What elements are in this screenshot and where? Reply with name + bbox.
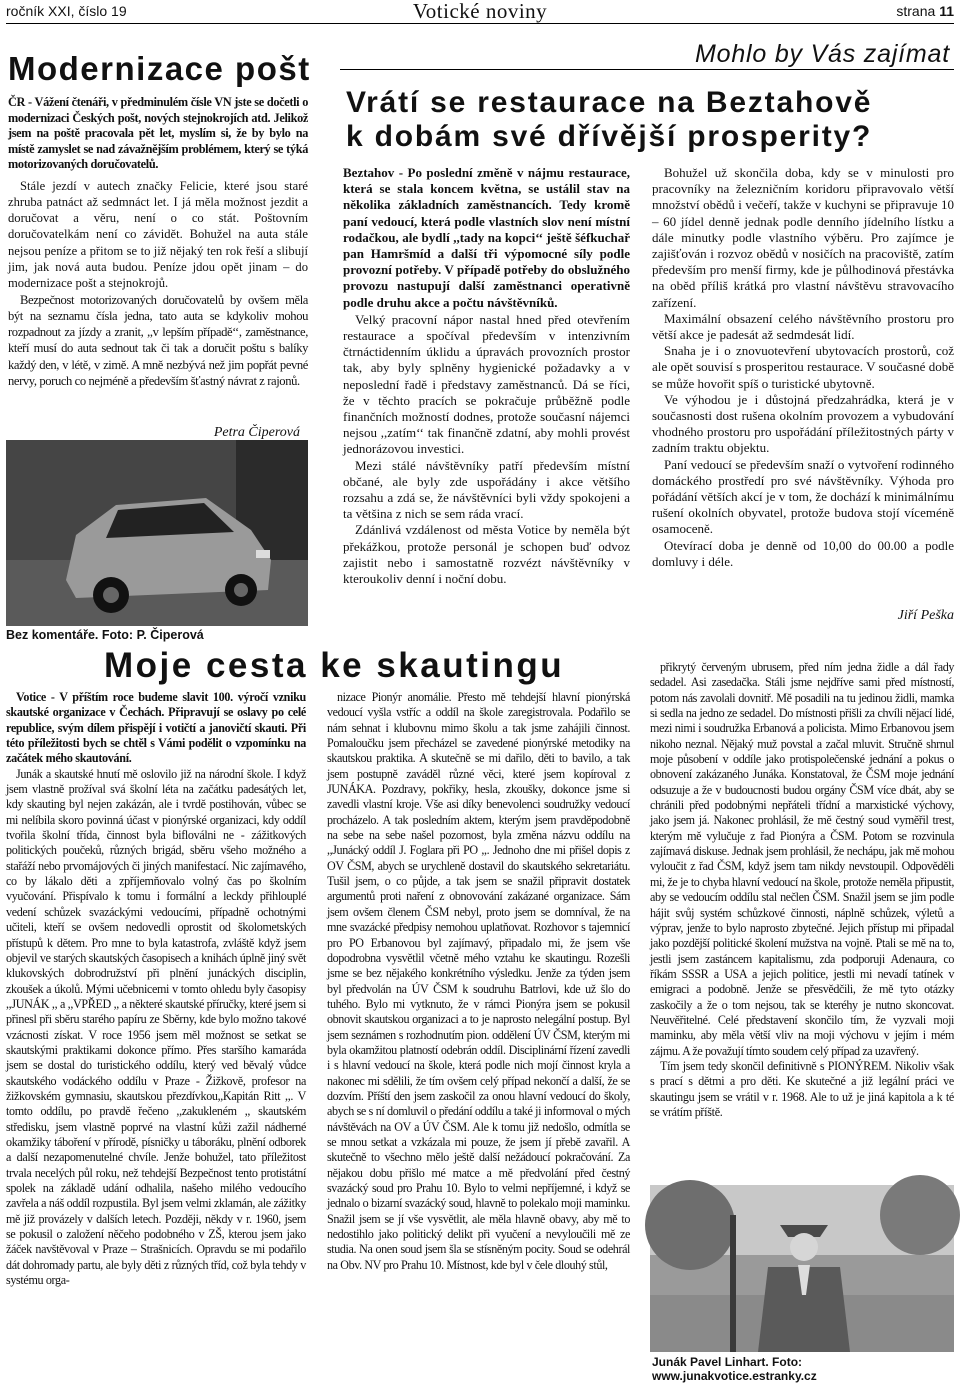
- skauting-paragraph: Tím jsem tedy skončil definitivně s PIONÝREM. Nikoliv však s prací s dětmi a pro děti. Ke skutečné a již legální práci ve skautingu jsem se vrátil v r. 1968. Ale to už je jiná kapitola a k té se vrátím příště.: [650, 1058, 954, 1119]
- article-title-skauting: Moje cesta ke skautingu: [104, 646, 565, 685]
- restaurace-paragraph: Zdánlivá vzdálenost od města Votice by neměla být překážkou, protože personál je schopen buď odvoz zajistit nebo i samostatně rozvézt návštěvníky v kteroukoliv denní i noční dobu.: [343, 522, 630, 587]
- skauting-col3: [650, 660, 954, 1120]
- restaurace-paragraph: Bohužel už skončila doba, kdy se v minulosti pro pracovníky na železničním koridoru připravovalo větší množství obědů i večeří, takže v kuchyni se připravuje 10 – 60 jídel denně jednak podle denního jídelního lístku a dále minutky podle vlastního výběru. Pro zajímce je zajišťován i rozvoz obědů v nosičích na pracoviště, zatím především pro menší firmy, kde je půlhodinová přestávka na oběd příliš krátká pro vlastní návštěvu stravovacího zařízení.: [652, 165, 954, 310]
- restaurace-paragraph: Otevírací doba je denně od 10,00 do 00.00 a podle domluvy i déle.: [652, 537, 954, 569]
- modernizace-lead: ČR - Vážení čtenáři, v předminulém čísle VN jste se dočetli o modernizaci Českých pošt, nových stejnokrojích atd. Jelikož jsem na poště pracovala pět let, myslím si, že by bylo na místě zamyslet se nad závažnějším problémem, který se týká motorizovaných doručovatelů.: [8, 95, 308, 171]
- page-header: [6, 0, 954, 24]
- section-kicker-text: Mohlo by Vás zajímat: [695, 40, 950, 68]
- skauting-paragraph: nizace Pionýr anomálie. Přesto mě tehdejší hlavní pionýrská vedoucí vyšla vstříc a oddíl na škole zaregistrovala. Podařilo se nám sehnat i klubovnu mimo školu a tak jsme zahájili činnost. Pomaloučku jsem přecházel se zavedené pionýrské metodiky na skautskou praktika. A skutečně se mi dařilo, děti to bavilo, a tak jsem postupně zaváděl různé věci, které jsem kopíroval z JUNÁKA. Pozdravy, pokřiky, hesla, zkoušky, dokonce jsme si zavedli vlastní kroje. Vše asi díky benevolenci soudružky vedoucí procházelo. A tak posledním aktem, kterým jsem pravděpodobně na sebe na sebe našel pozornost, byla změna názvu oddílu na ,,Junácký oddíl J. Foglara při PO ,,. Jednoho dne mi přišel dopis z OV ČSM, abych se urychleně dostavil do skautského sekretariátu. Tušil jsem, o co půjde, a tak jsem se snažil připravit dostatek argumentů proti naření z obnovování zakázané organizace. Sám jsem ovšem členem ČSM nebyl, proto jsem se domníval, že na mne svazácké předpisy nemohou uplatňovat. Rozhovor s tajemnicí pro PO Erbanovou byl zajímavý, připadalo mi, že jsem vše dopodrobna vysvětlil včetně mého vztahu ke skautingu. Rozešli jsme se bez nějakého konkrétního výsledku. Jenže za týden jsem byl předvolán na ÚV ČSM k soudruhu Batrlovi, kde už šlo do tuhého. Bylo mi vytknuto, že v rámci Pionýra jsem se pokusil obnovit skautskou organizaci a to je naprosto nelegální postup. Byl jsem seznámen s rozhodnutím pion. oddělení ÚV ČSM, kterým mi byla okamžitou platností odebrán oddíl. Disciplinární řízení zavedli i s hlavní vedoucí na škole, která podle nich mojí činnost kryla a nakonec mi sdělili, že tím ovšem celý případ nekončí a další, že se dozvím. Příští den jsem zaskočil za onou hlavní vedoucí do školy, abych se s ní domluvil o předání oddílu a také ji informoval o mých návštěvách na OV a ÚV ČSM. Ale k tomu již nedošlo, odmítla se se mnou setkat a vzkázala mi pouze, že jsem jí přebě zavařil. A skutečně to všechno mělo ještě další nežádoucí pokračování. Za nějakou dobu přišlo mé matce a mě předvolání před čestný svazácký soud pro Prahu 10. Bylo to velmi nepříjemné, i když se jednalo o bizarní svazácký soud, hlavně to polekalo moji maminku. Snažil jsem se jí vše vysvětlit, ale měla hlavně obavy, aby mě to nedostihlo jako politický delikt při vyučení a nevyloučili mě ze studia. Na onen soud jsem šla se stísněným pocity. Soud se odehrál na Obv. NV pro Prahu 10. Místnost, kde byl v čele dlouhý stůl,: [327, 690, 630, 1272]
- skauting-paragraph: přikrytý červeným ubrusem, před ním jedna židle a dál řady sedadel. Asi zasedačka. Stáli jsme nejdříve sami před místností, potom nás zavolali dovnitř. Mě posadili na tu jedinou židli, mamka si sedla na jedno ze sedadel. Do místnosti přišli za chvíli nějací lidé, mezi nimi i soudružka Erbanová a policista. Mimo Erbanovou jsem nikoho neznal. Nějaký muž povstal a začal mluvit. Stručně shrnul moje působení v oddíle jako protispolečenské jednání a pokus o obnovení zakázaného Junáka. Konstatoval, že ČSM moje jednání odsuzuje a že v budoucnosti budou orgány ČSM více dbát, aby se chránili před podobnými nepřáteli třídní a marxistické výchovy, jako jsem já. Nakonec prohlásil, že mě čestný soud vyměřil trest, kterým mě vylučuje z řad Pionýra a ČSM. Potom se rozvinula zajímavá diskuse. Jednak jsem prohlásil, že nechápu, jak mě mohou vyloučit z řad ČSM, když jsem tam nikdy nevstoupil. Odpověděli mi, že je to chyba hlavní vedoucí na škole, protože neměla připustit, aby se vedoucím oddílu stal nečlen ČSM. Snažil jsem se jim podle hájit svůj systém schůzkové činnosti, náplně schůzek, výletů a výprav, jenže to bylo naprosto zbytečné. Jejich přístup mi připadal jako pozdější politické školení mužstva na vojně. Ptali se mě na to, jestli jsem zastáncem kapitalismu, zda podporuji Adenaura, co říkám SSSR a USA a jejich politice, jestli mi nevadí tatínek v emigraci a podobně. Jenže se přesvědčili, že mě tyto otázky zaskočily a že o tom nejsou, tak se kteréhy je nutno skoncovat. Neuvěřitelné. Celé představení skončilo tím, že vyzvali moji maminku, aby měla větší vliv na moji výchovu v jejím i mém zájmu. A že považují tímto soudem celý případ za uzavřený.: [650, 660, 954, 1058]
- restaurace-paragraph: Mezi stálé návštěvníky patří především místní občané, ale byly zde uspořádány i akce většího rozsahu a zdá se, že návštěvníci byli vždy spokojeni a ta většina z nich se sem ráda vrací.: [343, 457, 630, 522]
- restaurace-lead: Beztahov - Po poslední změně v nájmu restaurace, která se stala koncem května, se ustálil stav na několika základních zaměstnancích. Tedy kromě paní vedoucí, která podle vlastních slov není místní rodačkou, ale bydlí ,,tady na kopci‘‘ ještě šéfkuchař pan Hamršmíd a další tři výpomocné síly podle provozní potřeby. V případě potřeby do obslužného provozu nastupují další zaměstnanci operativně podle druhu akce a počtu návštěvníků.: [343, 165, 630, 310]
- newspaper-name: Votické noviny: [412, 0, 548, 23]
- restaurace-signature: Jiří Peška: [897, 608, 954, 623]
- scout-photo-caption: Junák Pavel Linhart. Foto: www.junakvotice.estranky.cz: [652, 1355, 817, 1383]
- restaurace-title-line: Vrátí se restaurace na Beztahově: [346, 86, 873, 119]
- restaurace-paragraph: Paní vedoucí se především snaží o vytvoření rodinného domáckého prostředí pro své návštěvníky. Výhoda pro pořádání větších akcí je v tom, že dochází k minimálnímu rušení okolních obyvatel, protože budova stojí víceméně osamoceně.: [652, 456, 954, 537]
- restaurace-paragraph: Velký pracovní nápor nastal hned před otevřením restaurace a spočíval především v intenzivním čtrnáctidenním úklidu a úpravách provozních prostor tak, aby byly splněny hygienické požadavky a v neposlední řadě i představy zaměstnanců. Dá se říci, že v těchto pracích se pokračuje průběžně podle finančních možností dodnes, protože současní nájemci nejsou ,,zatím‘‘ tak finančně zdatní, aby mohli provést jednorázovou investici.: [343, 311, 630, 457]
- article-restaurace-col2: [652, 165, 954, 570]
- article-title-restaurace: [346, 86, 872, 154]
- section-kicker: [340, 40, 954, 70]
- car-image: [6, 440, 308, 626]
- scout-image: [650, 1185, 954, 1352]
- car-photo-caption: Bez komentáře. Foto: P. Čiperová: [6, 628, 204, 642]
- modernizace-paragraph: Bezpečnost motorizovaných doručovatelů by ovšem měla být na seznamu čísla jedna, tato auta se kdykoliv mohou rozpadnout za jízdy a zranit, ,,v lepším případě‘‘, zaměstnance, kteří musí do auta sednout tak či tak a doručit poštu s balíky každý den, v létě, v zimě. A mně nezbývá než jim popřát pevné nervy, poruch co nejméně a především šťastný návrat z rajonů.: [8, 292, 308, 389]
- page-number: strana 11: [896, 3, 954, 19]
- scout-photo: [650, 1185, 954, 1352]
- skauting-paragraph: Junák a skautské hnutí mě oslovilo již na národní škole. I když jsem vlastně prožíval svá školní léta na začátku padesátých let, kdy skauting byl nejen zakázán, ale i tvrdě postihován, vůbec se mi nelíbila skoro povinná účast v pionýrské organizaci, kdy oddíl tvořila školní třída, činnost byla bifloválni ne - zážitkových politických poučeků, různých brigád, sběru všeho možného a stařáží nebo prvomájových či jiných manifestací. Nic zajímavého, co by lákalo děti a zpříjemňovalo volný čas po školním vyučování. Přispívalo k tomu i formální a leckdy přihlouplé vedení schůzek svazáckými vedoucími, případně ochotnými učiteli, kteří se ovšem nedovedli oprostit od školometských přístupů k dětem. Pro mne to byla katastrofa, zvláště když jsem objevil ve starých skautských časopisech a knihách úplně jiný svět klukovských dobrodružství při plnění junáckých disciplin, zkoušek a úkolů. Mými učebnicemi v tomto ohledu byly časopisy ,,JUNÁK ,, a ,,VPŘED ,, a některé skautské příručky, které jsem si přinesl při sběru starého papíru ze Sběrny, kde bylo možno takové vzácnosti získat. V roce 1956 jsem měl možnost se setkat se skautskými praktikami dokonce přímo. Přes staršího kamaráda jsem se dostal do turistického oddílu, který ved běvalý vůdce skautského vodáckého oddílu v Praze - Žižkově, profesor na žižkovském gymnasiu, skautskou přezdívkou,,Kapitán Ritt ,,. V tomto oddílu, po pravdě řečeno ,,zakukleném ,, skautském středisku, jsem vlastně poprvé na vlastní kůži zažil nádherné okamžiky táboření v přírodě, písničky u táboráku, plnění odborek a další nezapomenutelné chvíle. Jenže bohužel, tato příležitost trvala necelých půl roku, než tehdejší Bezpečnost tento protistátní spolek na základě udání odhalila, našeho milého vedoucího zavřela a náš oddíl rozpustila. Byl jsem velmi zklamán, ale zážitky mě již provázely v dalších letech. Později, někdy v r. 1960, jsem se pokusil o založení něčeho podobného v ZŠ, kterou jsem jako žáček navštěvoval v Praze – Strašnicích. Opravdu se mi podařilo dát dohromady partu, ale byly děti z různých tříd, což byla tehdy v systému orga-: [6, 766, 306, 1288]
- skauting-lead: Votice - V příštím roce budeme slavit 100. výročí vzniku skautské organizace v Čechách. Připravují se oslavy po celé republice, svým dílem přispějí i votičtí a janovičtí skauti. Při této příležitosti bych se chtěl s Vámi podělit o vzpomínku na začátek mého skautování.: [6, 690, 306, 766]
- modernizace-signature: Petra Čiperová: [213, 425, 300, 440]
- issue-label: ročník XXI, číslo 19: [6, 3, 127, 19]
- modernizace-paragraph: Stále jezdí v autech značky Felicie, které jsou staré zhruba patnáct až sedmnáct let. I já měla možnost jezdit a doručovat a věru, není o co stát. Poštovním doručovatelkám není co závidět. Bohužel na auta stále nejsou peníze a přitom se to již nějaký ten rok řeší a slibují jim, jak nová auta budou. Peníze jdou opět jinam – do modernizace pošt a stejnokrojů.: [8, 178, 308, 291]
- restaurace-paragraph: Ve výhodou je i důstojná předzahrádka, která je v současnosti dost rušena okolním provozem a vybudování vhodného prostoru pro uspořádání příležitostných párty v zadním traktu objektu.: [652, 391, 954, 456]
- skauting-col2: [327, 690, 630, 1273]
- restaurace-paragraph: Maximální obsazení celého návštěvního prostoru pro větší akce je padesát až sedmdesát lidí.: [652, 310, 954, 343]
- car-photo: [6, 440, 308, 626]
- restaurace-title-line: k dobám své dřívější prosperity?: [346, 120, 873, 153]
- restaurace-paragraph: Snaha je i o znovuotevření ubytovacích prostorů, což ale opět souvisí s prosperitou restaurace. V současné době se může hovořit spíš o turistické ubytovně.: [652, 343, 954, 391]
- article-restaurace-col1: [343, 165, 630, 587]
- skauting-col1: [6, 690, 306, 1288]
- article-modernizace: [8, 95, 308, 389]
- article-title-modernizace: Modernizace pošt: [8, 50, 311, 87]
